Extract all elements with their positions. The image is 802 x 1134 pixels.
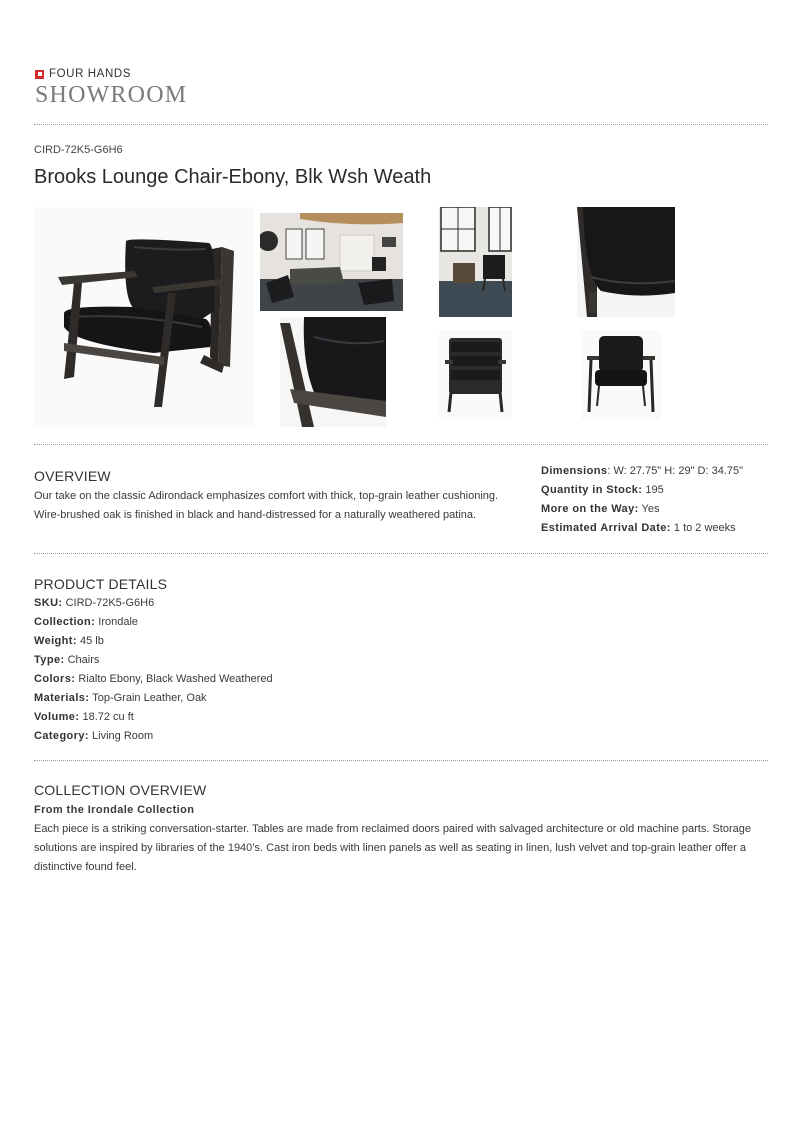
spec-label: More on the Way: [541,503,639,515]
product-image-main [34,207,254,427]
detail-type [34,651,273,670]
spec-value: 1 to 2 weeks [673,522,736,534]
detail-label: Category: [34,730,89,742]
divider [34,444,768,445]
spec-dimensions [541,462,743,481]
product-image-detail-cushion [577,207,675,317]
detail-label: Materials: [34,692,90,704]
chair-angle-illustration-icon [34,207,254,427]
four-hands-logo-icon [35,70,44,79]
collection-overview-heading: COLLECTION OVERVIEW [34,782,207,798]
spec-label: Quantity in Stock: [541,484,643,496]
spec-list [541,462,743,538]
loft-scene-icon [439,207,512,317]
product-title: Brooks Lounge Chair-Ebony, Blk Wsh Weath [34,166,432,188]
detail-label: Weight: [34,635,77,647]
cushion-closeup-icon [577,207,675,317]
detail-materials [34,689,273,708]
spec-value: Yes [641,503,660,515]
detail-value: Rialto Ebony, Black Washed Weathered [78,673,273,685]
product-image-detail-arm [280,317,386,427]
divider [34,760,768,761]
product-code: CIRD-72K5-G6H6 [34,144,123,156]
spec-label: Estimated Arrival Date: [541,522,671,534]
brand-subtitle: SHOWROOM [35,82,188,108]
divider [34,124,768,125]
detail-value: Living Room [92,730,154,742]
overview-heading: OVERVIEW [34,468,111,484]
detail-sku [34,594,273,613]
detail-volume [34,708,273,727]
spec-value: W: 27.75" H: 29" D: 34.75" [613,465,744,477]
chair-back-view-icon [439,330,512,420]
overview-text: Our take on the classic Adirondack emphasizes comfort with thick, top-grain leather cushioning. Wire-brushed oak is finished in black and hand-distressed for a naturally weathered patina. [34,490,499,521]
detail-weight [34,632,273,651]
brand-name: FOUR HANDS [49,68,132,80]
living-room-scene-icon [260,213,403,311]
detail-label: Collection: [34,616,96,628]
product-image-room [260,213,403,311]
detail-label: Volume: [34,711,80,723]
detail-value: 45 lb [80,635,104,647]
detail-label: Colors: [34,673,76,685]
brand-logo [35,68,187,109]
arm-closeup-icon [280,317,386,427]
detail-label: Type: [34,654,65,666]
collection-text: Each piece is a striking conversation-starter. Tables are made from reclaimed doors paired with salvaged architecture or old machine parts. Storage solutions are inspired by libraries of the 1940’s. Cast iron beds with linen panels as well as seating in linen, lush velvet and top-grain leather offer a distinctive found feel. [34,823,751,873]
detail-category [34,727,273,746]
detail-collection [34,613,273,632]
product-image-back [439,330,512,420]
divider [34,553,768,554]
detail-value: 18.72 cu ft [82,711,134,723]
spec-quantity [541,481,743,500]
product-image-front [581,330,661,420]
spec-arrival-date [541,519,743,538]
detail-colors [34,670,273,689]
collection-subheading: From the Irondale Collection [34,804,195,816]
spec-more-on-way [541,500,743,519]
detail-value: Top-Grain Leather, Oak [92,692,207,704]
spec-label: Dimensions [541,465,608,477]
detail-value: Irondale [98,616,139,628]
chair-front-view-icon [581,330,661,420]
product-details-heading: PRODUCT DETAILS [34,576,168,592]
detail-value: CIRD-72K5-G6H6 [65,597,155,609]
spec-separator: : [607,465,614,477]
detail-label: SKU: [34,597,63,609]
product-details-list [34,594,273,746]
detail-value: Chairs [67,654,100,666]
product-image-loft [439,207,512,317]
spec-value: 195 [645,484,664,496]
